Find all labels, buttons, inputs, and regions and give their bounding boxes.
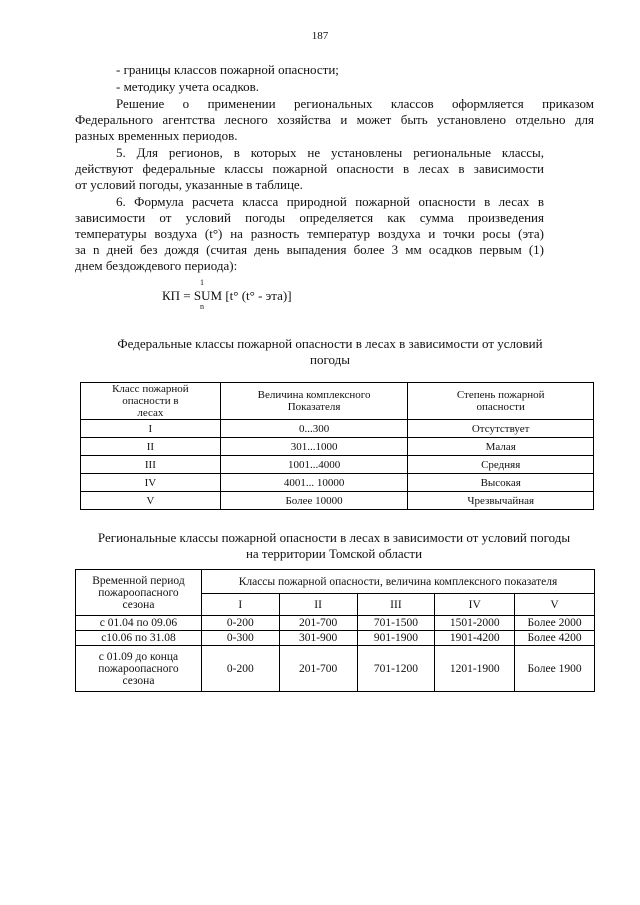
- formula-upper-limit: 1: [200, 278, 204, 287]
- table1-caption: Федеральные классы пожарной опасности в лесах в зависимости от условий погоды: [117, 336, 543, 367]
- regional-classes-table: [75, 569, 595, 692]
- federal-classes-table: [80, 382, 594, 510]
- page-number: 187: [311, 30, 329, 42]
- text-line: 6. Формула расчета класса природной пожарной опасности в лесах в: [116, 194, 544, 209]
- class-header: IV: [435, 594, 515, 616]
- class-header: III: [357, 594, 435, 616]
- text-line: разных временных периодов.: [75, 128, 238, 143]
- table-row: с 01.04 по 09.06 0-200 201-700 701-1500 1501-2000 Более 2000: [76, 616, 595, 631]
- table2-caption: Региональные классы пожарной опасности в лесах в зависимости от условий погоды на территории Томской области: [97, 530, 571, 561]
- text-line: температуры воздуха (t°) на разность температур воздуха и точки росы (эта): [75, 226, 544, 241]
- text-line: Федерального агентства лесного хозяйства и может быть установлено отдельно для: [75, 112, 594, 127]
- formula-lower-limit: n: [200, 302, 204, 311]
- class-header: V: [515, 594, 595, 616]
- text-line: Решение о применении региональных классов оформляется приказом: [116, 96, 594, 111]
- table-row: V Более 10000 Чрезвычайная: [81, 492, 594, 510]
- text-line: за n дней без дождя (считая день выпадения более 3 мм осадков первым (1): [75, 242, 544, 257]
- formula: КП = SUM [t° (t° - эта)]: [162, 288, 292, 303]
- class-header: I: [201, 594, 279, 616]
- text-line: - границы классов пожарной опасности;: [116, 62, 339, 77]
- table-row: III 1001...4000 Средняя: [81, 456, 594, 474]
- column-header: Степень пожарной опасности: [408, 383, 594, 420]
- class-header: II: [279, 594, 357, 616]
- table-row: с 01.09 до конца пожароопасного сезона 0-200 201-700 701-1200 1201-1900 Более 1900: [76, 646, 595, 692]
- column-header-group: Классы пожарной опасности, величина комплексного показателя: [201, 570, 594, 594]
- column-header: Класс пожарной опасности в лесах: [81, 383, 221, 420]
- text-line: действуют федеральные классы пожарной опасности в лесах в зависимости: [75, 161, 544, 176]
- table-row: с10.06 по 31.08 0-300 301-900 901-1900 1901-4200 Более 4200: [76, 631, 595, 646]
- table-row: II 301...1000 Малая: [81, 438, 594, 456]
- text-line: от условий погоды, указанные в таблице.: [75, 177, 303, 192]
- table-row: I 0...300 Отсутствует: [81, 420, 594, 438]
- column-header-period: Временной период пожароопасного сезона: [76, 570, 202, 616]
- table-row: IV 4001... 10000 Высокая: [81, 474, 594, 492]
- text-line: зависимости от условий погоды определяется как сумма произведения: [75, 210, 544, 225]
- text-line: днем бездождевого периода):: [75, 258, 238, 273]
- text-line: - методику учета осадков.: [116, 79, 260, 94]
- text-line: 5. Для регионов, в которых не установлены региональные классы,: [116, 145, 544, 160]
- column-header: Величина комплексного Показателя: [220, 383, 408, 420]
